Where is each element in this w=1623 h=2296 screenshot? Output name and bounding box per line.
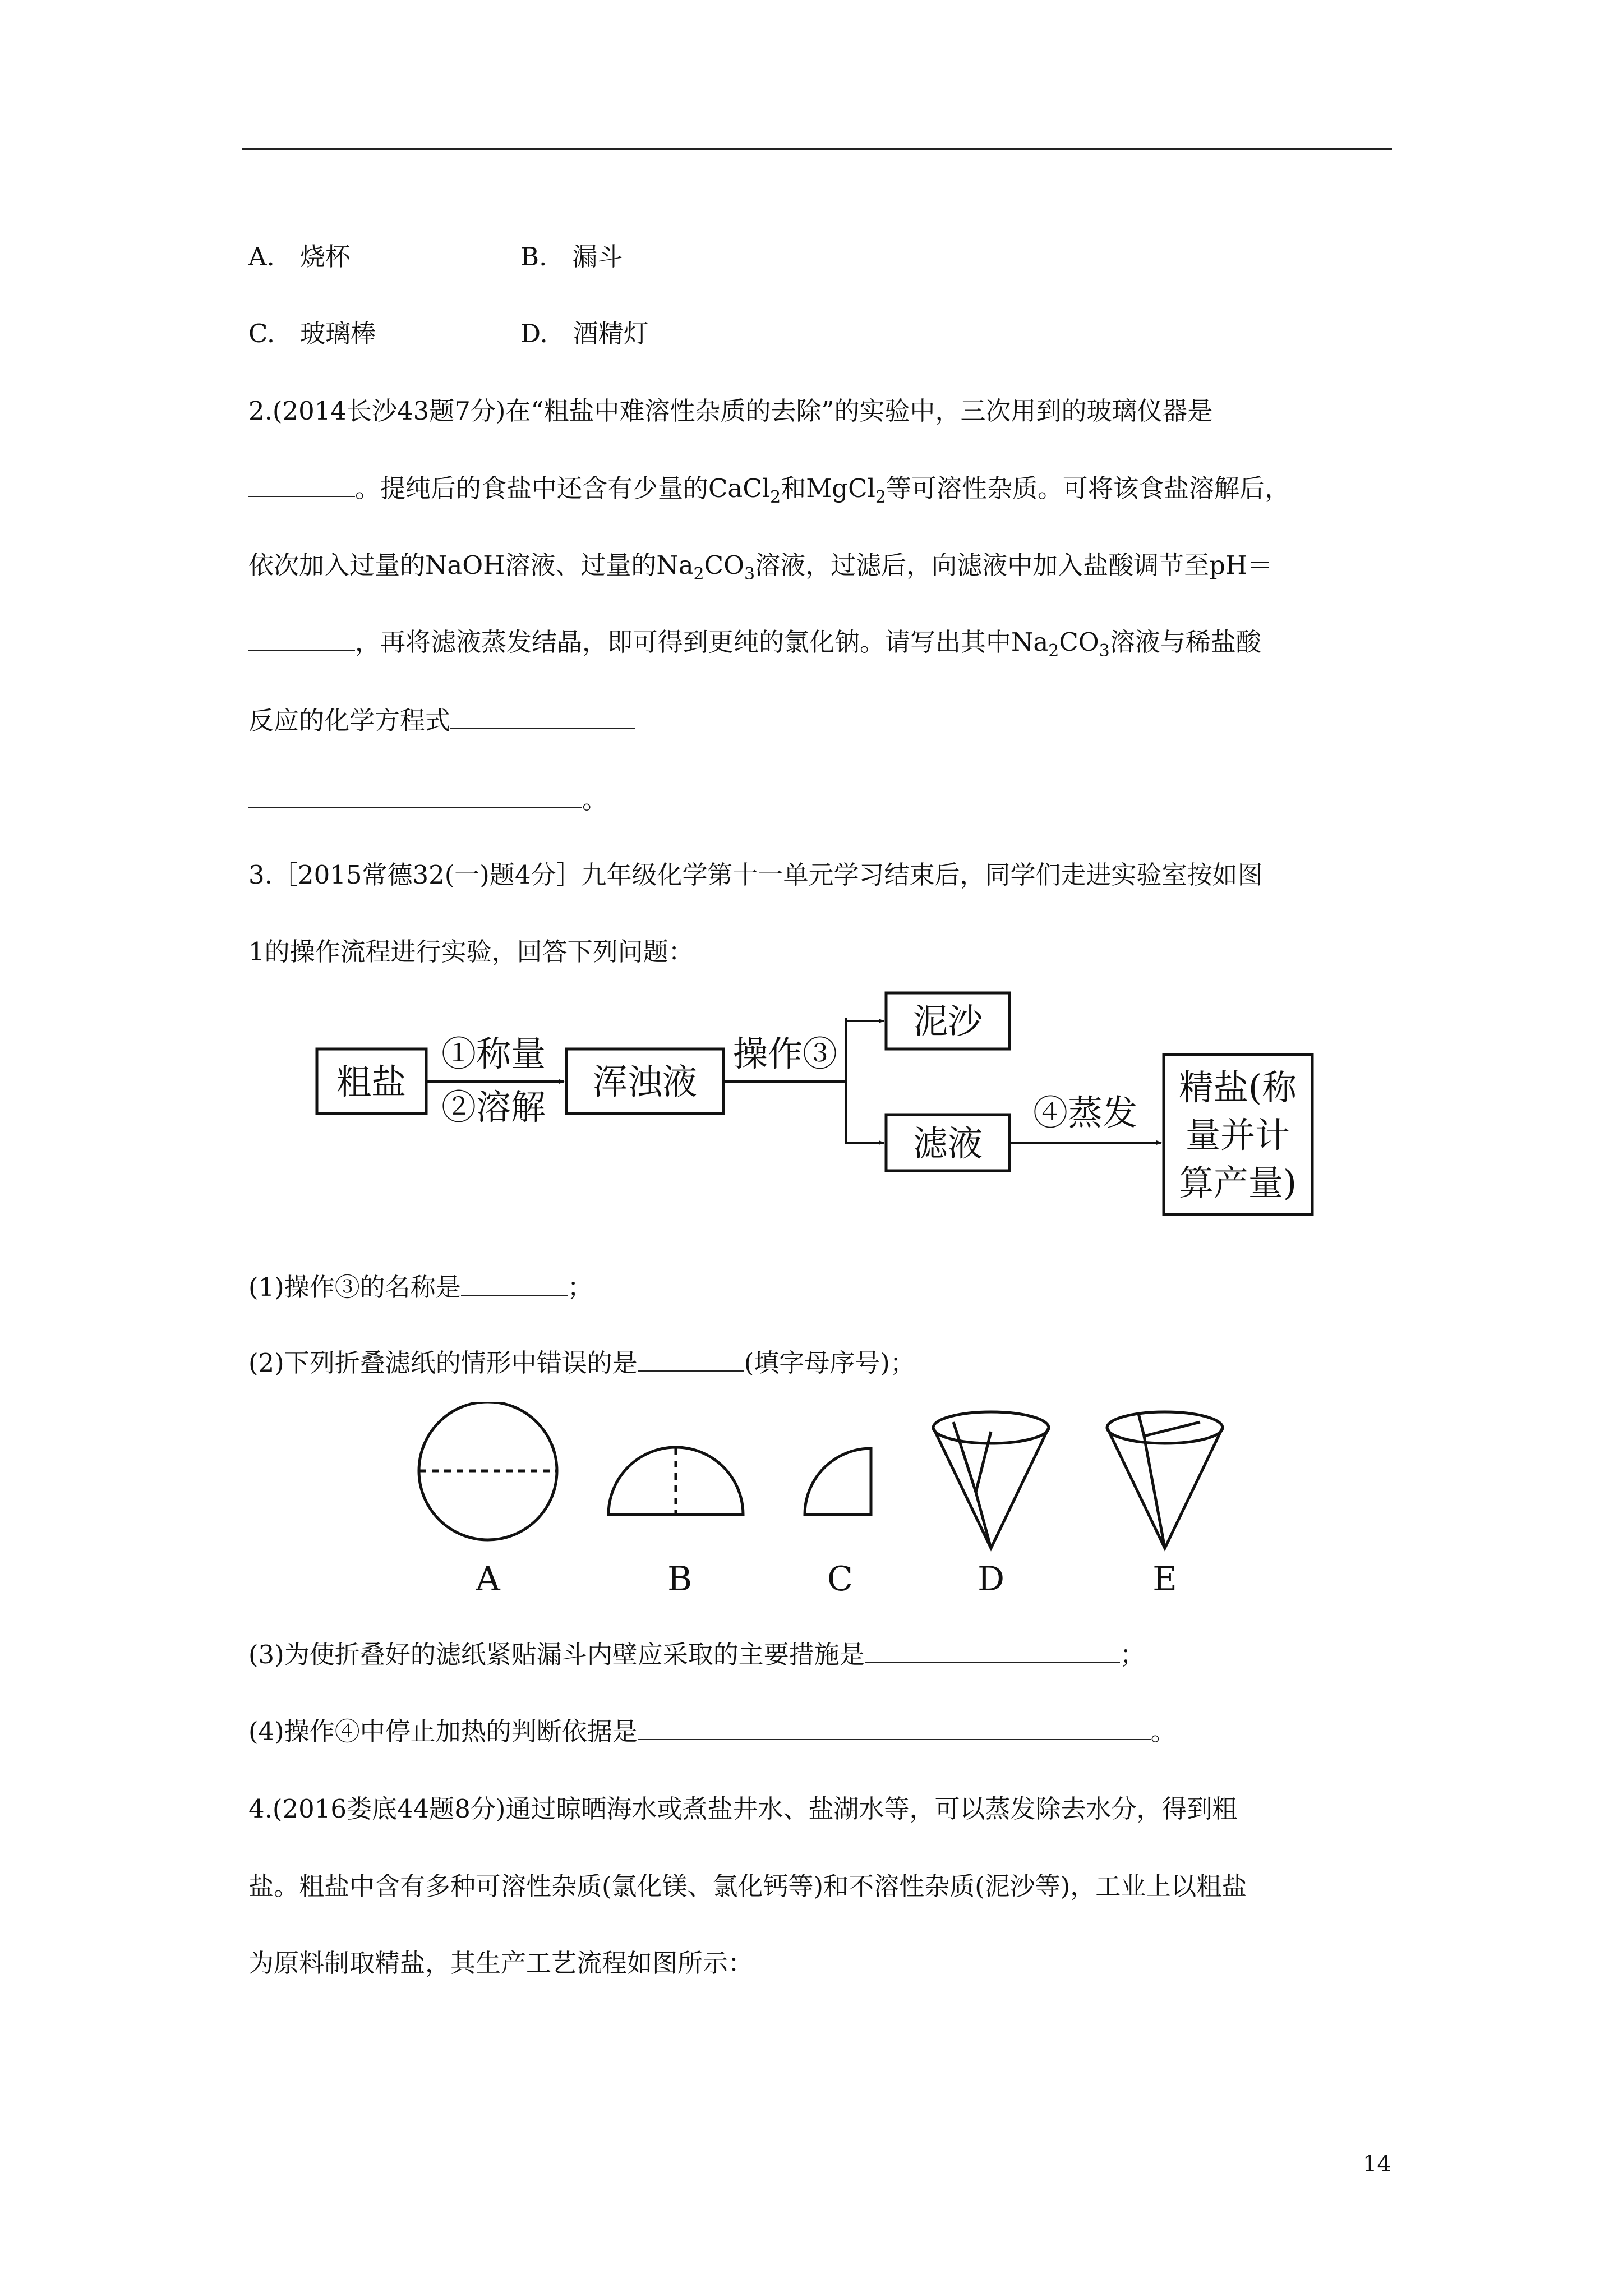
q3-sub1: (1)操作③的名称是 ； (248, 1272, 593, 1302)
q2-line6: 。 (248, 783, 607, 817)
flow-label-refined-2: 量并计 (1185, 1115, 1290, 1156)
flow-label-crude-salt: 粗盐 (336, 1061, 407, 1102)
option-b: B. 漏斗 (520, 242, 623, 272)
q3-sub4: (4)操作④中停止加热的判断依据是 。 (248, 1717, 1176, 1746)
option-c: C. 玻璃棒 (248, 319, 376, 348)
figure-a (419, 1402, 557, 1540)
figure-c (805, 1448, 871, 1515)
flow-label-refined-1: 精盐(称 (1178, 1067, 1297, 1108)
q3-line2: 1的操作流程进行实验，回答下列问题： (248, 937, 694, 967)
q3-sub2: (2)下列折叠滤纸的情形中错误的是 (填字母序号)； (248, 1348, 915, 1378)
flow-diagram (303, 976, 1368, 1223)
answer-blank[interactable] (248, 785, 582, 808)
option-d: D. 酒精灯 (520, 319, 649, 348)
answer-blank[interactable] (638, 1717, 1151, 1740)
flow-label-sediment: 泥沙 (912, 1001, 983, 1042)
flow-label-operation3: 操作③ (732, 1033, 838, 1074)
answer-blank[interactable] (450, 706, 635, 729)
q4-line2: 盐。粗盐中含有多种可溶性杂质(氯化镁、氯化钙等)和不溶性杂质(泥沙等)，工业上以粗盐 (248, 1871, 1247, 1901)
header-rule (242, 148, 1392, 150)
flow-label-refined-3: 算产量) (1178, 1162, 1297, 1203)
flow-label-evaporate: ④蒸发 (1032, 1092, 1138, 1133)
filter-paper-figures (393, 1402, 1290, 1604)
figure-label-c: C (827, 1559, 853, 1599)
figure-label-d: D (977, 1559, 1005, 1599)
flow-label-dissolve: ②溶解 (441, 1087, 546, 1128)
flow-label-filtrate: 滤液 (912, 1123, 983, 1164)
q2-line4: ，再将滤液蒸发结晶，即可得到更纯的氯化钠。请写出其中$Na_2CO_3$溶液与稀盐酸 (248, 625, 1261, 659)
answer-blank[interactable] (638, 1348, 744, 1372)
figure-label-b: B (667, 1559, 693, 1599)
answer-blank[interactable] (248, 627, 355, 651)
q4-line1: 4.(2016娄底44题8分)通过晾晒海水或煮盐井水、盐湖水等，可以蒸发除去水分，得到粗 (248, 1794, 1238, 1824)
q3-line1: 3.［2015常德32(一)题4分］九年级化学第十一单元学习结束后，同学们走进实验室按如图 (248, 860, 1263, 890)
q3-sub3: (3)为使折叠好的滤纸紧贴漏斗内壁应采取的主要措施是 ； (248, 1640, 1145, 1669)
flow-label-turbid: 浑浊液 (592, 1061, 698, 1102)
option-a: A. 烧杯 (248, 242, 351, 272)
figure-b (608, 1447, 743, 1515)
q2-line1: 2.(2014长沙43题7分)在“粗盐中难溶性杂质的去除”的实验中，三次用到的玻璃仪器是 (248, 396, 1213, 426)
answer-blank[interactable] (248, 473, 355, 497)
answer-blank[interactable] (461, 1272, 568, 1296)
figure-e (1107, 1412, 1223, 1548)
q2-line5: 反应的化学方程式 (248, 704, 635, 738)
page-number: 14 (1363, 2151, 1391, 2177)
q2-line2: 。提纯后的食盐中还含有少量的CaCl$_2$和MgCl$_2$等可溶性杂质。可将该食盐溶解后， (248, 472, 1290, 505)
flow-label-weigh: ①称量 (441, 1033, 546, 1074)
q2-line3: 依次加入过量的NaOH溶液、过量的$Na_2CO_3$溶液，过滤后，向滤液中加入盐酸调节至pH＝ (248, 550, 1273, 584)
figure-label-a: A (476, 1559, 500, 1599)
answer-blank[interactable] (865, 1640, 1120, 1663)
figure-d (933, 1412, 1049, 1548)
q4-line3: 为原料制取精盐，其生产工艺流程如图所示： (248, 1948, 754, 1978)
figure-label-e: E (1152, 1559, 1177, 1599)
